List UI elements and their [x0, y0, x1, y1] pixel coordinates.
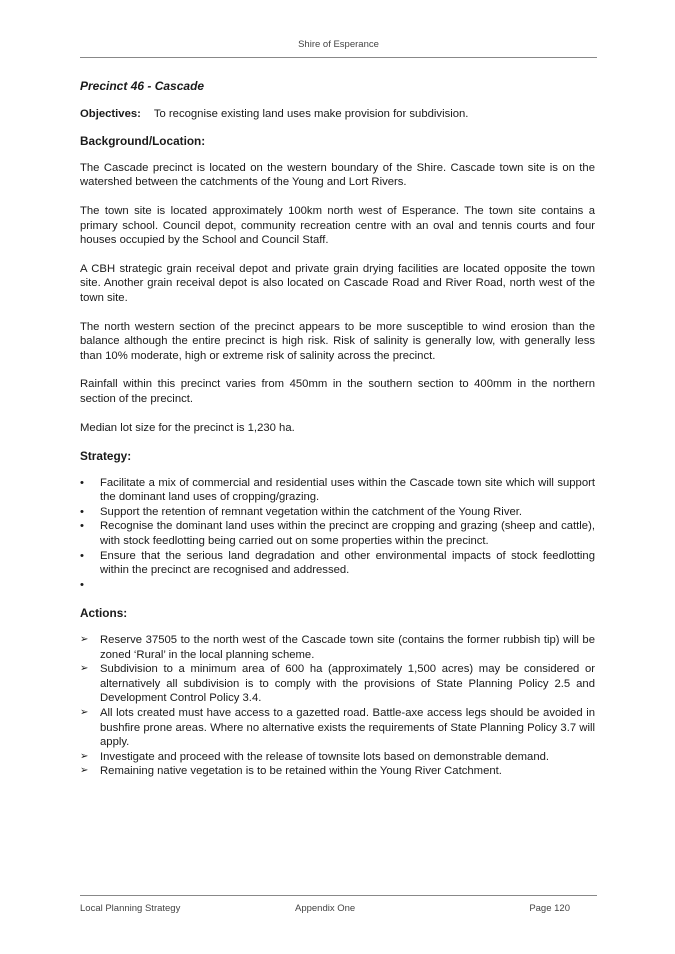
background-paragraph: A CBH strategic grain receival depot and private grain drying facilities are located opposite the town site. Another grain receival depot is also located on Cascade Road and River Road, north west of the town site. [80, 262, 595, 304]
arrow-bullet-icon: ➢ [80, 663, 89, 675]
bullet-icon: • [80, 578, 84, 591]
objectives [80, 107, 595, 122]
list-item-text: Ensure that the serious land degradation and other environmental impacts of stock feedlotting within the precinct are recognised and addressed. [100, 549, 595, 577]
arrow-bullet-icon: ➢ [80, 634, 89, 646]
list-item [80, 505, 595, 520]
list-item [80, 578, 595, 593]
page-header: Shire of Esperance [298, 39, 379, 50]
strategy-list [80, 476, 595, 593]
document-body [80, 79, 595, 779]
actions-heading: Actions: [80, 606, 128, 621]
list-item [80, 633, 595, 662]
list-item-text: Investigate and proceed with the release of townsite lots based on demonstrable demand. [100, 750, 550, 763]
list-item [80, 750, 595, 765]
background-heading: Background/Location: [80, 134, 206, 149]
footer-document-title: Local Planning Strategy [80, 903, 181, 914]
objectives-text: To recognise existing land uses make provision for subdivision. [153, 107, 469, 120]
bullet-icon: • [80, 520, 84, 533]
background-paragraph: The north western section of the precinct appears to be more susceptible to wind erosion than the balance although the entire precinct is high risk. Risk of salinity is generally low, with generally less than 10% moderate, high or extreme risk of salinity across the precinct. [80, 320, 595, 362]
actions-list [80, 633, 595, 779]
bullet-icon: • [80, 476, 84, 489]
list-item-text: Recognise the dominant land uses within the precinct are cropping and grazing (sheep and cattle), with stock feedlotting being carried out on some properties within the precinct. [100, 520, 595, 548]
list-item-text: Facilitate a mix of commercial and residential uses within the Cascade town site which will support the dominant land uses of cropping/grazing. [100, 476, 595, 504]
footer-appendix: Appendix One [295, 903, 356, 914]
list-item [80, 706, 595, 750]
list-item-text: Remaining native vegetation is to be retained within the Young River Catchment. [100, 765, 502, 778]
arrow-bullet-icon: ➢ [80, 750, 89, 762]
list-item-text: Reserve 37505 to the north west of the Cascade town site (contains the former rubbish tip) will be zoned ‘Rural’ in the local planning scheme. [100, 634, 595, 661]
arrow-bullet-icon: ➢ [80, 765, 89, 777]
list-item-text [100, 579, 103, 591]
list-item-text: Support the retention of remnant vegetation within the catchment of the Young River. [100, 505, 523, 518]
header-divider [80, 57, 597, 58]
list-item [80, 549, 595, 578]
arrow-bullet-icon: ➢ [80, 707, 89, 718]
list-item [80, 764, 595, 779]
background-paragraph: The town site is located approximately 100km north west of Esperance. The town site contains a primary school. Council depot, community recreation centre with an oval and tennis courts and four houses occupied by the School and Council Staff. [80, 204, 595, 247]
list-item [80, 476, 595, 505]
objectives-label: Objectives: [80, 107, 141, 120]
list-item [80, 662, 595, 706]
list-item-text: Subdivision to a minimum area of 600 ha (approximately 1,500 acres) may be considered or alternatively all subdivision is to comply with the provisions of State Planning Policy 2.5 and Development Control Policy 3.4. [100, 663, 595, 705]
bullet-icon: • [80, 505, 84, 518]
page-number: Page 120 [529, 903, 570, 914]
precinct-title: Precinct 46 - Cascade [80, 79, 205, 93]
bullet-icon: • [80, 549, 84, 562]
background-paragraph: The Cascade precinct is located on the western boundary of the Shire. Cascade town site is on the watershed between the catchments of the Young and Lort Rivers. [80, 161, 595, 189]
list-item-text: All lots created must have access to a gazetted road. Battle-axe access legs should be avoided in bushfire prone areas. Where no alternative exists the requirements of State Planning Policy 3.7 will apply. [100, 707, 595, 749]
footer-divider [80, 895, 597, 896]
strategy-heading: Strategy: [80, 449, 132, 464]
list-item [80, 519, 595, 548]
background-paragraph: Median lot size for the precinct is 1,230 ha. [80, 421, 295, 434]
background-paragraph: Rainfall within this precinct varies from 450mm in the southern section to 400mm in the northern section of the precinct. [80, 378, 595, 405]
